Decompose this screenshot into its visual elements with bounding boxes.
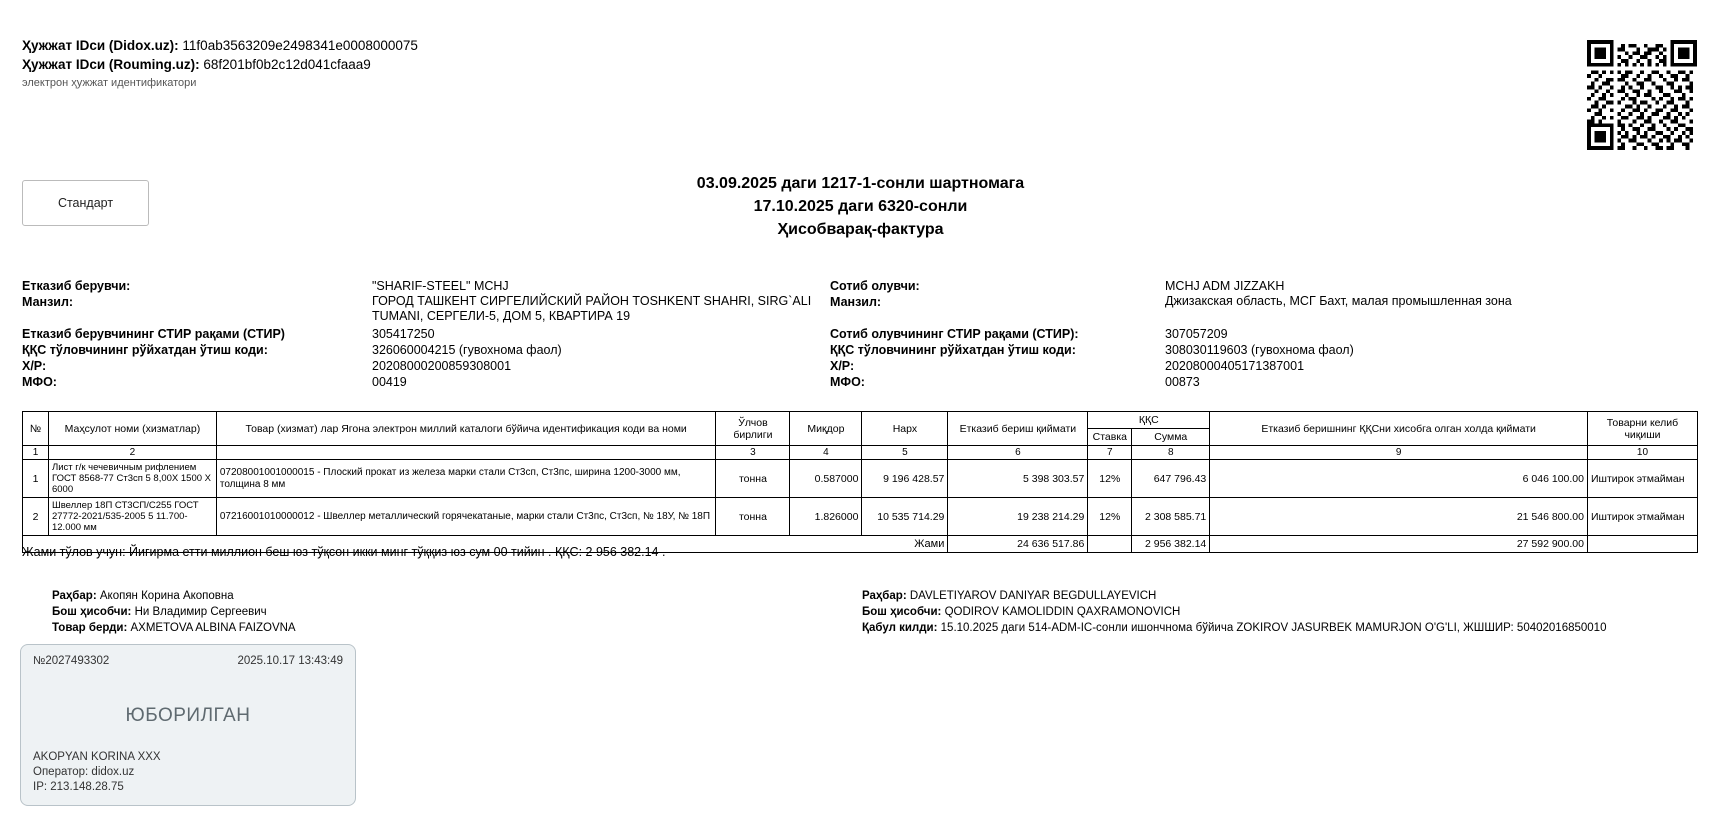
cell-catalog-code: 07216001010000012 - Швеллер металлический горячекатаные, марки стали Ст3пс, Ст3сп, № 18У, № 18П (216, 498, 716, 536)
supplier-mfo-value: 00419 (372, 375, 407, 389)
supplier-account-value: 20208000200859308001 (372, 359, 512, 373)
buyer-row (830, 342, 1690, 358)
stamp-top-row (33, 655, 343, 667)
colnum-6: 5 (862, 446, 948, 460)
th-unit: Ўлчов бирлиги (716, 412, 790, 446)
didox-id-line (22, 36, 418, 55)
cell-quantity: 1.826000 (790, 498, 862, 536)
buyer-row (830, 374, 1690, 390)
buyer-address-label: Манзил: (830, 295, 882, 309)
table-header-row (23, 412, 1698, 429)
qr-code-icon (1587, 40, 1697, 150)
buyer-vat-label: ҚҚС тўловчининг рўйхатдан ўтиш коди: (830, 343, 1076, 357)
title-line-2: 17.10.2025 даги 6320-сонли (753, 198, 968, 215)
buyer-row (830, 358, 1690, 374)
supplier-released-label: Товар берди: (52, 622, 128, 634)
buyer-director-value: DAVLETIYAROV DANIYAR BEGDULLAYEVICH (909, 590, 1157, 602)
signature-row (862, 604, 1682, 620)
cell-product-name: Лист г/к чечевичным рифлением ГОСТ 8568-77 Ст3сп 5 8,00X 1500 X 6000 (48, 460, 216, 498)
table-row (23, 498, 1698, 536)
buyer-receiver-value: 15.10.2025 даги 514-ADM-IC-сонли ишончнома бўйича ZOKIROV JASURBEK MAMURJON O'G'LI, ЖШШИР: 50402016850010 (940, 622, 1607, 634)
signature-row (52, 588, 752, 604)
title-line-1: 03.09.2025 даги 1217-1-сонли шартномага (696, 175, 1025, 192)
document-identifier-subtitle: электрон ҳужжат идентификатори (22, 77, 197, 89)
colnum-9: 8 (1132, 446, 1210, 460)
total-label: Жами (23, 536, 948, 553)
supplier-accountant-value: Ни Владимир Сергеевич (134, 606, 267, 618)
cell-product-name: Швеллер 18П СТ3СП/С255 ГОСТ 27772-2021/535-2005 5 11.700-12.000 мм (48, 498, 216, 536)
buyer-vat-value: 308030119603 (гувохнома фаол) (1165, 343, 1354, 357)
supplier-tin-label: Етказиб берувчининг СТИР рақами (СТИР) (22, 327, 285, 341)
colnum-3 (216, 446, 716, 460)
supplier-row (22, 326, 822, 342)
supplier-vat-label: ҚҚС тўловчининг рўйхатдан ўтиш коди: (22, 343, 268, 357)
buyer-address-value: Джизакская область, МСГ Бахт, малая промышленная зона (1165, 294, 1512, 308)
buyer-name-value: MCHJ ADM JIZZAKH (1165, 279, 1285, 293)
buyer-block (830, 278, 1690, 390)
supplier-row (22, 278, 822, 294)
th-price: Нарх (862, 412, 948, 446)
cell-total-with-nds: 6 046 100.00 (1210, 460, 1588, 498)
supplier-vat-value: 326060004215 (гувохнома фаол) (372, 343, 562, 357)
supplier-director-label: Раҳбар: (52, 590, 97, 602)
signature-row (52, 620, 752, 636)
cell-nds-sum: 647 796.43 (1132, 460, 1210, 498)
total-origin-empty (1587, 536, 1697, 553)
didox-id-value: 11f0ab3563209e2498341e0008000075 (182, 38, 418, 53)
supplier-accountant-label: Бош ҳисобчи: (52, 606, 132, 618)
stamp-signer: AKOPYAN KORINA XXX (33, 751, 161, 763)
colnum-7: 6 (948, 446, 1088, 460)
buyer-accountant-label: Бош ҳисобчи: (862, 606, 942, 618)
th-number: № (23, 412, 49, 446)
supplier-row (22, 374, 822, 390)
buyer-tin-value: 307057209 (1165, 327, 1228, 341)
standard-badge[interactable]: Стандарт (22, 180, 149, 226)
buyer-row (830, 294, 1690, 326)
total-nds-rate-empty (1088, 536, 1132, 553)
rouming-id-value: 68f201bf0b2c12d041cfaaa9 (203, 57, 371, 72)
th-delivery-value: Етказиб бериш қиймати (948, 412, 1088, 446)
supplier-row (22, 294, 822, 326)
th-nds-sum: Сумма (1132, 429, 1210, 446)
supplier-released-value: AXMETOVA ALBINA FAIZOVNA (130, 622, 296, 634)
stamp-datetime: 2025.10.17 13:43:49 (237, 655, 343, 667)
cell-nds-sum: 2 308 585.71 (1132, 498, 1210, 536)
cell-unit: тонна (716, 498, 790, 536)
colnum-2: 2 (48, 446, 216, 460)
colnum-10: 9 (1210, 446, 1588, 460)
cell-row-number: 2 (23, 498, 49, 536)
buyer-mfo-value: 00873 (1165, 375, 1200, 389)
colnum-8: 7 (1088, 446, 1132, 460)
stamp-operator: Оператор: didox.uz (33, 766, 135, 778)
title-line-3: Ҳисобварақ-фактура (777, 221, 944, 238)
buyer-mfo-label: МФО: (830, 375, 865, 389)
colnum-11: 10 (1587, 446, 1697, 460)
supplier-tin-value: 305417250 (372, 327, 435, 341)
colnum-5: 4 (790, 446, 862, 460)
th-nds-rate: Ставка (1088, 429, 1132, 446)
total-nds-sum: 2 956 382.14 (1132, 536, 1210, 553)
buyer-receiver-label: Қабул килди: (862, 622, 938, 634)
table-column-numbers-row (23, 446, 1698, 460)
supplier-mfo-label: МФО: (22, 375, 57, 389)
stamp-status: ЮБОРИЛГАН (125, 705, 251, 726)
buyer-signatures (862, 588, 1682, 636)
buyer-account-label: Х/Р: (830, 359, 855, 373)
supplier-director-value: Акопян Корина Акоповна (99, 590, 234, 602)
cell-row-number: 1 (23, 460, 49, 498)
cell-price: 9 196 428.57 (862, 460, 948, 498)
stamp-number: №2027493302 (33, 655, 110, 667)
didox-id-label: Ҳужжат IDси (Didox.uz): (22, 38, 179, 53)
th-origin: Товарни келиб чиқиши (1587, 412, 1697, 446)
cell-origin: Иштирок этмайман (1587, 460, 1697, 498)
supplier-signatures (52, 588, 752, 636)
electronic-signature-stamp (20, 644, 356, 806)
th-product-name: Маҳсулот номи (хизматлар) (48, 412, 216, 446)
th-total-with-nds: Етказиб беришнинг ҚҚСни хисобга олган холда қиймати (1210, 412, 1588, 446)
supplier-name-value: "SHARIF-STEEL" MCHJ (372, 279, 509, 293)
rouming-id-label: Ҳужжат IDси (Rouming.uz): (22, 57, 200, 72)
supplier-address-value: ГОРОД ТАШКЕНТ СИРГЕЛИЙСКИЙ РАЙОН TOSHKENT SHAHRI, SIRG`ALI TUMANI, СЕРГЕЛИ-5, ДОМ 5, КВАРТИРА 19 (372, 294, 812, 323)
table-row (23, 460, 1698, 498)
supplier-account-label: Х/Р: (22, 359, 47, 373)
amount-in-words: Жами тўлов учун: Йигирма етти миллион беш юз тўқсон икки минг тўққиз юз сум 00 тийин . ҚҚС: 2 956 382.14 . (22, 545, 666, 559)
cell-catalog-code: 07208001001000015 - Плоский прокат из железа марки стали Ст3сп, Ст3пс, ширина 1200-3000 мм, толщина 8 мм (216, 460, 716, 498)
signature-row (862, 588, 1682, 604)
cell-price: 10 535 714.29 (862, 498, 948, 536)
buyer-director-label: Раҳбар: (862, 590, 907, 602)
supplier-name-label: Етказиб берувчи: (22, 279, 131, 293)
buyer-row (830, 278, 1690, 294)
supplier-address-label: Манзил: (22, 295, 74, 309)
stamp-bottom-block (33, 750, 161, 795)
rouming-id-line (22, 55, 418, 74)
cell-total-with-nds: 21 546 800.00 (1210, 498, 1588, 536)
buyer-name-label: Сотиб олувчи: (830, 279, 920, 293)
cell-unit: тонна (716, 460, 790, 498)
buyer-accountant-value: QODIROV KAMOLIDDIN QAXRAMONOVICH (944, 606, 1181, 618)
stamp-ip: IP: 213.148.28.75 (33, 781, 124, 793)
colnum-4: 3 (716, 446, 790, 460)
cell-quantity: 0.587000 (790, 460, 862, 498)
th-nds-group: ҚҚС (1088, 412, 1210, 429)
th-quantity: Миқдор (790, 412, 862, 446)
supplier-row (22, 358, 822, 374)
signature-row (862, 620, 1682, 636)
cell-origin: Иштирок этмайман (1587, 498, 1697, 536)
buyer-account-value: 20208000405171387001 (1165, 359, 1305, 373)
total-delivery-value: 24 636 517.86 (948, 536, 1088, 553)
cell-delivery-value: 19 238 214.29 (948, 498, 1088, 536)
buyer-row (830, 326, 1690, 342)
document-title (0, 172, 1721, 241)
supplier-row (22, 342, 822, 358)
th-catalog-code: Товар (хизмат) лар Ягона электрон миллий каталоги бўйича идентификация коди ва номи (216, 412, 716, 446)
cell-nds-rate: 12% (1088, 498, 1132, 536)
cell-delivery-value: 5 398 303.57 (948, 460, 1088, 498)
buyer-tin-label: Сотиб олувчининг СТИР рақами (СТИР): (830, 327, 1079, 341)
cell-nds-rate: 12% (1088, 460, 1132, 498)
signature-row (52, 604, 752, 620)
colnum-1: 1 (23, 446, 49, 460)
invoice-items-table (22, 411, 1698, 553)
total-with-nds: 27 592 900.00 (1210, 536, 1588, 553)
supplier-block (22, 278, 822, 390)
document-identifiers (22, 36, 418, 91)
